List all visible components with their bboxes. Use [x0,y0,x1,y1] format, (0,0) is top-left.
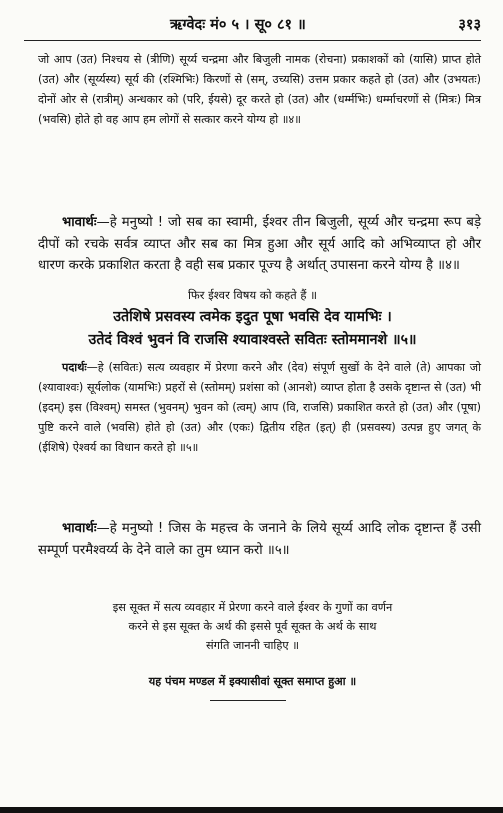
summary-line-3: संगति जाननी चाहिए ॥ [206,639,299,652]
padartha-text: —हे (सवितः) सत्य व्यवहार में प्रेरणा करने और (देव) संपूर्ण सुखों के देने वाले (ते) आपका जो (श्यावाश्वः) सूर्यलोक (यामभिः) प्रहरों से (स्तोमम्) प्रशंसा को (आनशे) व्याप्त होता है उसके दृष्टान्त से (उत) भी (इदम्) इस (विश्वम्) समस्त (भुवनम्) भुवन को (त्वम्) आप (वि, राजसि) प्रकाशित करते हो (उत) और (पूषा) पुष्टि करने वाले (भवसि) होते हो (उत) और (एकः) द्वितीय रहित (इत्) ही (प्रसवस्य) उत्पन्न हुए जगत् के (ईशिषे) ऐश्वर्य का विधान करते हो ॥५॥ [38,361,481,454]
page-number: ३१३ [458,17,481,33]
mantra-line-1: उतेशिषे प्रसवस्य त्वमेक इदुत पूषा भवसि देव यामभिः । [113,309,392,325]
sukta-summary [24,598,481,655]
summary-line-2: करने से इस सूक्त के अर्थ की इससे पूर्व सूक्त के अर्थ के साथ [128,620,377,633]
mandala-closing: यह पंचम मण्डल में इक्यासीवां सूक्त समाप्त हुआ ॥ [148,675,357,688]
padartha [38,358,481,458]
header-rule [24,40,481,41]
scan-bottom-border [0,807,503,813]
para-text: जो आप (उत) निश्चय से (त्रीणि) सूर्य्य चन्द्रमा और बिजुली नामक (रोचना) प्रकाशकों को (यासि) प्राप्त होते (उत) और (सूर्य्यस्य) सूर्य की (रश्मिभिः) किरणों से (सम्, उच्यसि) उत्तम प्रकार कहते हो (उत) और (उभयतः) दोनों ओर से (रात्रीम्) अन्धकार को (परि, ईयसे) दूर करते हो (उत) और (धर्म्मभिः) धर्म्माचरणों से (मित्रः) मित्र (भवसि) होते हो वह आप हम लोगों से सत्कार करने योग्य हो ॥४॥ [38,53,481,126]
bhavartha-text: —हे मनुष्यो ! जो सब का स्वामी, ईश्वर तीन बिजुली, सूर्य्य और चन्द्रमा रूप बड़े दीपों को रचके सर्वत्र व्याप्त और सब का मित्र हुआ और सूर्य आदि को अभिव्याप्त हो और धारण करके प्रकाशित करता है वही सब प्रकार पूज्य है अर्थात् उपासना करने योग्य है ॥४॥ [38,215,481,273]
padartha-continuation [38,50,481,130]
padartha-label: पदार्थः [62,361,87,374]
bhavartha-label: भावार्थः [62,215,97,230]
mantra-line-2: उतेदं विश्वं भुवनं वि राजसि श्यावाश्वस्ते सवितः स्तोममानशे ॥५॥ [88,332,417,348]
summary-line-1: इस सूक्त में सत्य व्यवहार में प्रेरणा करने वाले ईश्वर के गुणों का वर्णन [112,601,393,614]
mantra [24,306,481,352]
bhavartha-2 [38,518,481,561]
running-title: ऋग्वेदः मं० ५ । सू० ८१ ॥ [170,17,306,33]
page-header [30,14,481,40]
bhavartha-text: —हे मनुष्यो ! जिस के महत्त्व के जनाने के लिये सूर्य्य आदि लोक दृष्टान्त हैं उसी सम्पूर्ण परमैश्वर्य्य के देने वाले का तुम ध्यान करो ॥५॥ [38,521,481,558]
section-intro: फिर ईश्वर विषय को कहते हैं ॥ [187,288,318,302]
end-rule [210,700,286,701]
bhavartha-1 [38,212,481,277]
bhavartha-label: भावार्थः [62,521,97,536]
